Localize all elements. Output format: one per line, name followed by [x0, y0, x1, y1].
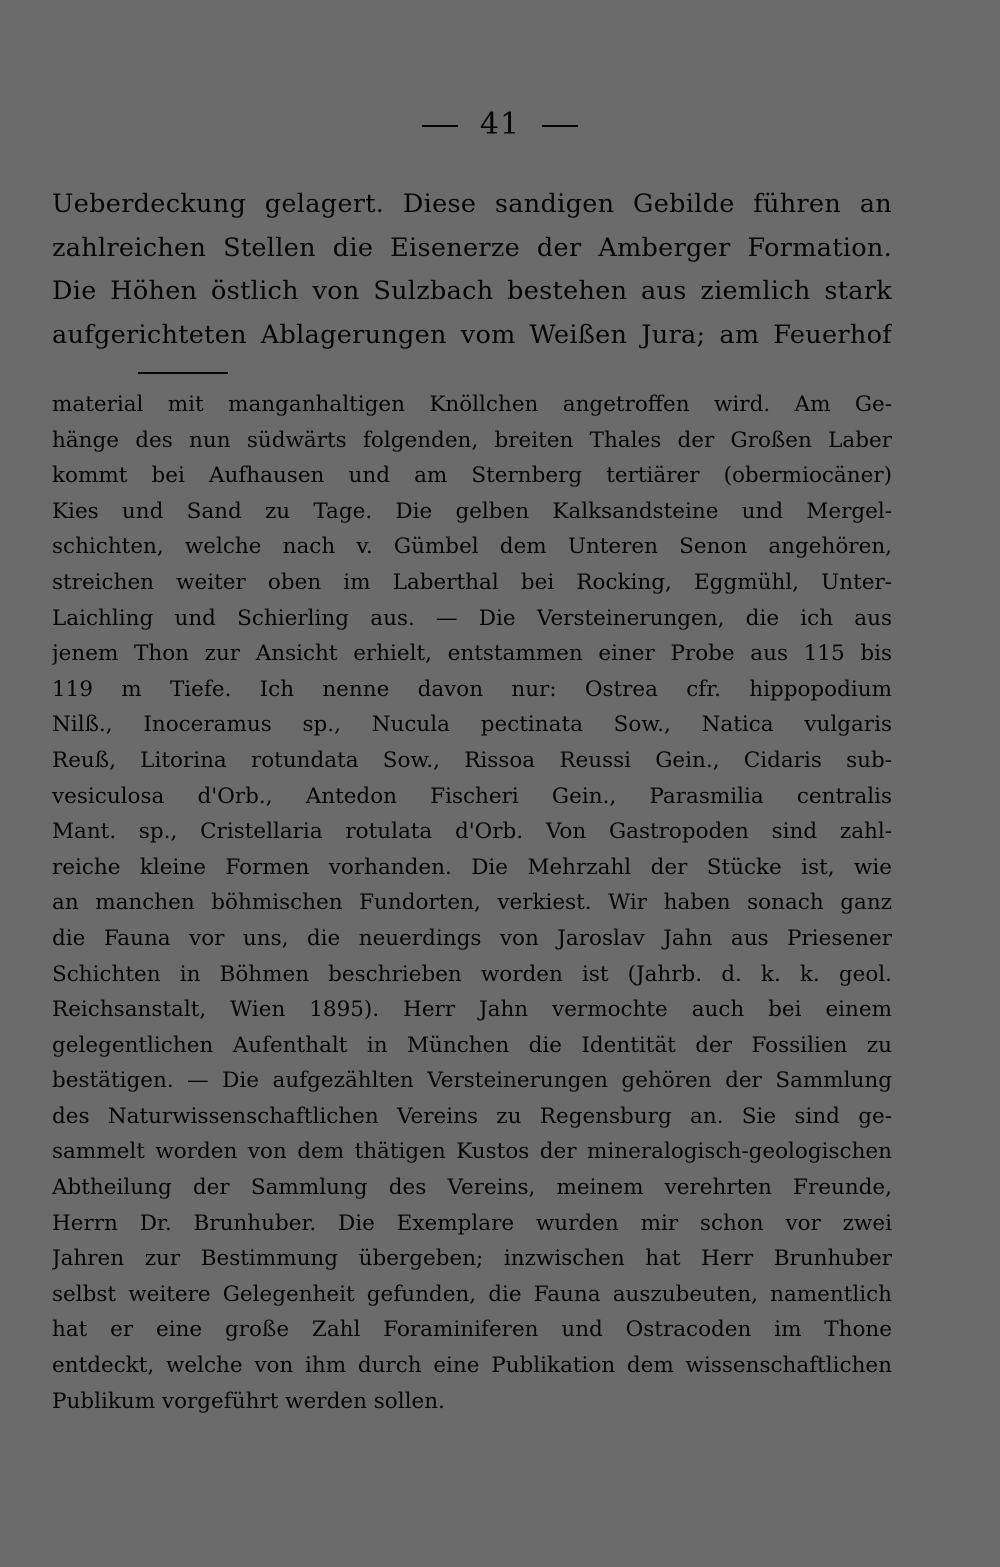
footnote-line: entdeckt, welche von ihm durch eine Publikation dem wissenschaftlichen [52, 1353, 892, 1379]
footnote-line: jenem Thon zur Ansicht erhielt, entstammen einer Probe aus 115 bis [52, 641, 892, 667]
footnote-line: des Naturwissenschaftlichen Vereins zu Regensburg an. Sie sind ge- [52, 1103, 892, 1129]
footnote-line: reiche kleine Formen vorhanden. Die Mehrzahl der Stücke ist, wie [52, 854, 892, 880]
footnote-line: Publikum vorgeführt werden sollen. [52, 1388, 445, 1414]
footnote-line: streichen weiter oben im Laberthal bei Rocking, Eggmühl, Unter- [52, 569, 892, 595]
footnote-line: gelegentlichen Aufenthalt in München die Identität der Fossilien zu [52, 1032, 892, 1058]
footnote-line: Laichling und Schierling aus. — Die Versteinerungen, die ich aus [52, 605, 892, 631]
footnote-line: schichten, welche nach v. Gümbel dem Unteren Senon angehören, [52, 534, 892, 560]
footnote-line: Abtheilung der Sammlung des Vereins, meinem verehrten Freunde, [52, 1175, 892, 1201]
header-dash-left [422, 125, 458, 127]
footnote-line: material mit manganhaltigen Knöllchen angetroffen wird. Am Ge- [52, 392, 892, 417]
footnote-line: Jahren zur Bestimmung übergeben; inzwischen hat Herr Brunhuber [52, 1246, 892, 1272]
footnote-line: vesiculosa d'Orb., Antedon Fischeri Gein., Parasmilia centralis [52, 783, 892, 809]
footnote-line: Nilß., Inoceramus sp., Nucula pectinata Sow., Natica vulgaris [52, 712, 892, 738]
main-text-line: Ueberdeckung gelagert. Diese sandigen Gebilde führen an [52, 189, 892, 219]
page-header [0, 100, 1000, 150]
main-text-line: zahlreichen Stellen die Eisenerze der Amberger Formation. [52, 232, 892, 263]
footnote-line: die Fauna vor uns, die neuerdings von Jaroslav Jahn aus Priesener [52, 925, 892, 951]
page-number: 41 [479, 107, 521, 142]
footnote-line: Reichsanstalt, Wien 1895). Herr Jahn vermochte auch bei einem [52, 997, 892, 1023]
footnote-line: selbst weitere Gelegenheit gefunden, die Fauna auszubeuten, namentlich [52, 1281, 892, 1307]
footnote-line: 119 m Tiefe. Ich nenne davon nur: Ostrea cfr. hippopodium [52, 676, 892, 702]
footnote-text [52, 387, 892, 1419]
footnote-line: Kies und Sand zu Tage. Die gelben Kalksandsteine und Mergel- [52, 498, 892, 524]
footnote-line: Mant. sp., Cristellaria rotulata d'Orb. Von Gastropoden sind zahl- [52, 819, 892, 845]
footnote-line: kommt bei Aufhausen und am Sternberg tertiärer (obermiocäner) [52, 463, 892, 489]
main-text-line: aufgerichteten Ablagerungen vom Weißen Jura; am Feuerhof [52, 319, 892, 350]
footnote-line: Herrn Dr. Brunhuber. Die Exemplare wurden mir schon vor zwei [52, 1210, 892, 1236]
main-text [52, 183, 892, 357]
footnote-line: hat er eine große Zahl Foraminiferen und Ostracoden im Thone [52, 1317, 892, 1343]
header-dash-right [542, 125, 578, 127]
main-text-line: Die Höhen östlich von Sulzbach bestehen aus ziemlich stark [52, 276, 892, 306]
footnote-line: Schichten in Böhmen beschrieben worden ist (Jahrb. d. k. k. geol. [52, 961, 892, 987]
footnote-line: an manchen böhmischen Fundorten, verkiest. Wir haben sonach ganz [52, 890, 892, 916]
footnote-separator [138, 372, 228, 374]
footnote-line: bestätigen. — Die aufgezählten Versteinerungen gehören der Sammlung [52, 1068, 892, 1094]
footnote-line: sammelt worden von dem thätigen Kustos der mineralogisch-geologischen [52, 1139, 892, 1165]
footnote-line: hänge des nun südwärts folgenden, breiten Thales der Großen Laber [52, 427, 892, 453]
footnote-line: Reuß, Litorina rotundata Sow., Rissoa Reussi Gein., Cidaris sub- [52, 747, 892, 773]
